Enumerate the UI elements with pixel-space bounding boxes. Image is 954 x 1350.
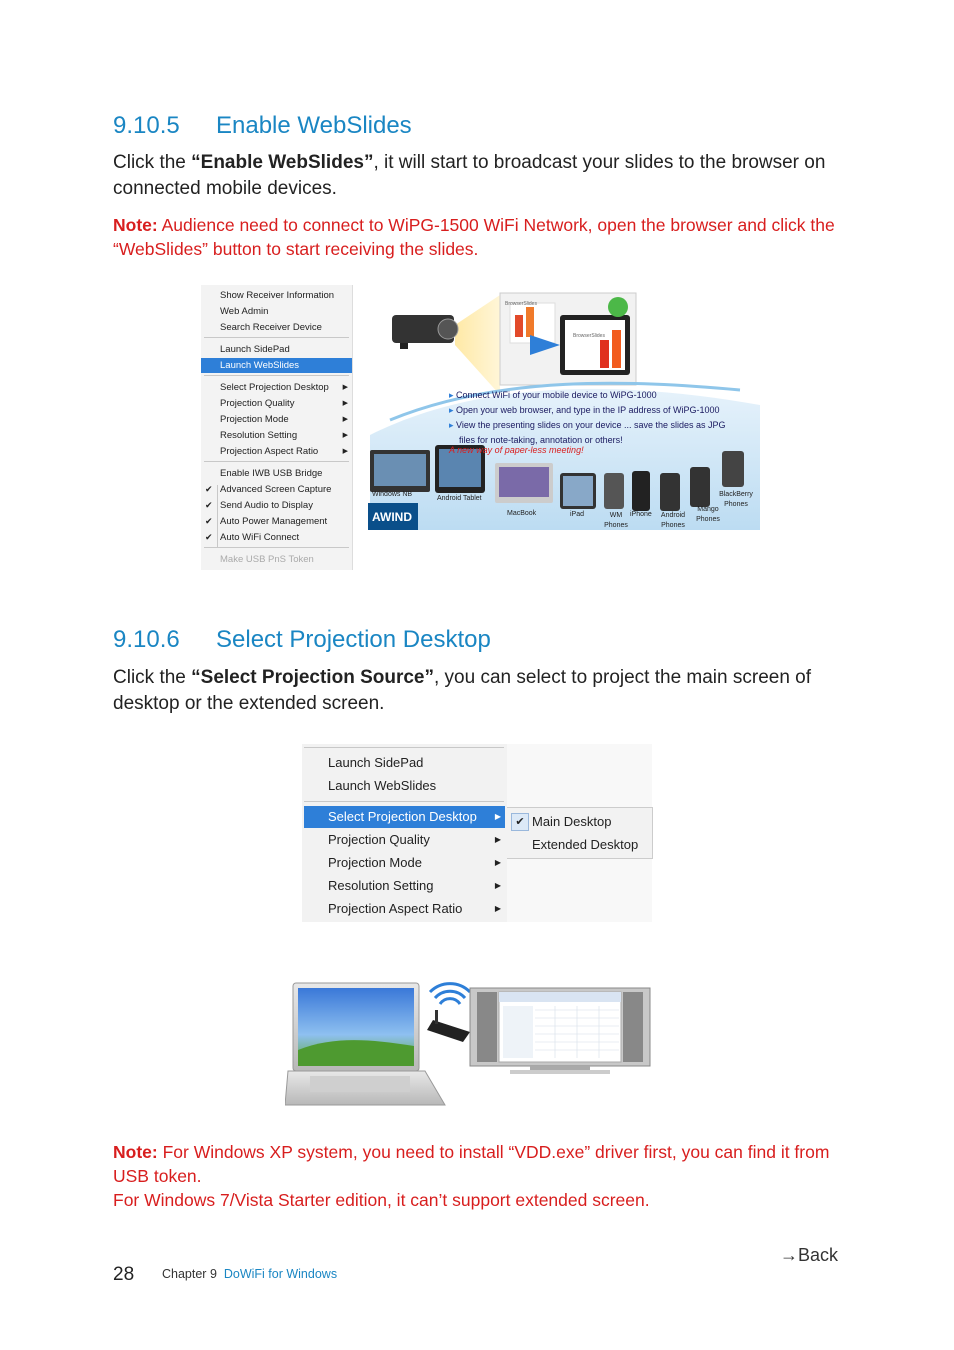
note-paragraph <box>113 1140 853 1212</box>
menu-item-label: Launch SidePad <box>220 344 290 355</box>
note-paragraph <box>113 213 853 261</box>
device-label: MacBook <box>507 510 537 517</box>
promo-step-text: files for note-taking, annotation or others! <box>459 435 623 445</box>
promo-step <box>449 403 726 418</box>
menu-item[interactable] <box>201 482 352 497</box>
menu-item-label: Projection Quality <box>220 398 295 409</box>
chapter-label: Chapter 9 <box>162 1267 217 1281</box>
projection-menu-screenshot <box>302 744 508 922</box>
para-bold: “Enable WebSlides” <box>191 152 374 173</box>
para-text: Click the <box>113 667 192 688</box>
submenu-arrow-icon: ▶ <box>342 416 348 423</box>
menu-item-label: Projection Aspect Ratio <box>328 901 463 916</box>
menu-item-label: Projection Mode <box>220 414 289 425</box>
para-text: Click the <box>113 152 192 173</box>
checkmark-icon: ✔ <box>511 813 529 831</box>
menu-item[interactable] <box>304 898 505 920</box>
bullet-arrow-icon: ▸ <box>449 390 457 400</box>
device-label: WM Phones <box>604 512 628 529</box>
para-bold: “Select Projection Source” <box>191 667 434 688</box>
bullet-arrow-icon: ▸ <box>449 405 457 415</box>
promo-step-text: Open your web browser, and type in the IP address of WiPG-1000 <box>456 405 720 415</box>
menu-item-label: Launch WebSlides <box>328 778 437 793</box>
menu-item-label: Auto Power Management <box>220 516 328 527</box>
menu-item[interactable] <box>201 380 352 395</box>
menu-separator <box>304 801 504 802</box>
projection-submenu <box>507 807 653 859</box>
body-paragraph <box>113 150 853 202</box>
promo-tagline: A new way of paper-less meeting! <box>449 445 584 455</box>
promo-step <box>449 388 726 403</box>
laptop-display-illustration <box>285 980 655 1110</box>
submenu-arrow-icon: ▶ <box>494 904 501 913</box>
submenu-item[interactable] <box>507 810 652 833</box>
menu-item-label: Resolution Setting <box>328 878 434 893</box>
menu-item[interactable] <box>201 428 352 443</box>
promo-step-text: View the presenting slides on your device ... save the slides as JPG <box>456 420 726 430</box>
menu-item[interactable] <box>304 829 505 851</box>
device-label: Mango Phones <box>696 506 720 523</box>
menu-item[interactable] <box>201 466 352 481</box>
menu-item[interactable] <box>201 498 352 513</box>
context-menu-screenshot <box>201 285 353 570</box>
device-label: iPad <box>570 511 585 518</box>
device-label: BlackBerry Phones <box>719 491 753 508</box>
submenu-arrow-icon: ▶ <box>494 835 501 844</box>
submenu-arrow-icon: ▶ <box>494 858 501 867</box>
menu-separator <box>204 461 349 462</box>
section-title: Select Projection Desktop <box>216 626 491 653</box>
submenu-arrow-icon: ▶ <box>494 812 501 821</box>
menu-item-label: Select Projection Desktop <box>220 382 329 393</box>
chapter-title: DoWiFi for Windows <box>223 1267 338 1281</box>
menu-item[interactable] <box>201 444 352 459</box>
section-title: Enable WebSlides <box>216 112 412 139</box>
menu-separator <box>204 547 349 548</box>
menu-item[interactable] <box>201 412 352 427</box>
note-label: Note: <box>113 215 158 235</box>
menu-item[interactable] <box>304 752 505 774</box>
body-paragraph <box>113 665 853 717</box>
webslides-promo-graphic <box>360 285 760 530</box>
note-text: For Windows XP system, you need to install “VDD.exe” driver first, you can find it from USB token. <box>113 1142 830 1186</box>
menu-item[interactable] <box>201 552 352 567</box>
menu-item-label: Search Receiver Device <box>220 322 322 333</box>
device-label: Android Phones <box>660 512 686 529</box>
section-heading-projection-desktop <box>113 626 491 654</box>
submenu-item[interactable] <box>507 833 652 856</box>
chapter-footer <box>162 1267 337 1281</box>
section-heading-webslides <box>113 112 412 140</box>
menu-item-label: Projection Mode <box>328 855 422 870</box>
submenu-item-label: Extended Desktop <box>532 837 639 852</box>
note-text: Audience need to connect to WiPG-1500 WiFi Network, open the browser and click the “WebSlides” button to start receiving the slides. <box>113 215 835 259</box>
menu-item-label: Auto WiFi Connect <box>220 532 300 543</box>
menu-item-label: Enable IWB USB Bridge <box>220 468 323 479</box>
menu-item[interactable] <box>201 288 352 303</box>
promo-steps <box>449 388 726 448</box>
section-number: 9.10.5 <box>113 112 180 139</box>
menu-item[interactable] <box>304 875 505 897</box>
device-label: iPhone <box>630 511 652 518</box>
menu-item-label: Projection Quality <box>328 832 430 847</box>
menu-item-label: Projection Aspect Ratio <box>220 446 319 457</box>
menu-item-label: Make USB PnS Token <box>220 554 314 565</box>
submenu-arrow-icon: ▶ <box>494 881 501 890</box>
device-label: Windows NB <box>372 491 413 498</box>
checkmark-icon: ✔ <box>205 500 213 510</box>
checkmark-icon: ✔ <box>205 516 213 526</box>
menu-item-label: Resolution Setting <box>220 430 298 441</box>
note-label: Note: <box>113 1142 158 1162</box>
wifi-icon <box>430 984 470 1004</box>
back-link[interactable]: →Back <box>780 1245 839 1265</box>
display-monitor-icon <box>470 988 650 1074</box>
menu-item-label: Web Admin <box>220 306 269 317</box>
checkmark-icon: ✔ <box>205 532 213 542</box>
menu-item[interactable] <box>201 342 352 357</box>
menu-item-label: Select Projection Desktop <box>328 809 477 824</box>
menu-item-label: Launch SidePad <box>328 755 424 770</box>
menu-separator <box>204 375 349 376</box>
page-number: 28 <box>113 1264 135 1285</box>
menu-item[interactable] <box>201 358 352 373</box>
submenu-arrow-icon: ▶ <box>342 400 348 407</box>
menu-item[interactable] <box>201 320 352 335</box>
note-text: For Windows 7/Vista Starter edition, it can’t support extended screen. <box>113 1190 650 1210</box>
para-text: , you can select to project the main screen of desktop or the extended screen. <box>113 667 812 714</box>
menu-item[interactable] <box>201 396 352 411</box>
menu-item[interactable] <box>201 530 352 545</box>
para-text: , it will start to broadcast your slides to the browser on connected mobile devices. <box>113 152 826 199</box>
device-label: Android Tablet <box>437 495 482 502</box>
screen-label: BrowserSlides <box>573 333 605 339</box>
menu-item[interactable] <box>201 304 352 319</box>
projection-submenu-area <box>507 744 652 922</box>
submenu-item-label: Main Desktop <box>532 814 612 829</box>
menu-item[interactable] <box>304 806 505 828</box>
menu-separator <box>304 747 504 748</box>
bullet-arrow-icon: ▸ <box>449 420 457 430</box>
promo-step-text: Connect WiFi of your mobile device to WiPG-1000 <box>456 390 657 400</box>
submenu-arrow-icon: ▶ <box>342 432 348 439</box>
receiver-box-icon <box>427 1010 470 1042</box>
menu-item-label: Advanced Screen Capture <box>220 484 332 495</box>
brand-logo-text: AWIND <box>372 510 412 524</box>
checkmark-icon: ✔ <box>205 484 213 494</box>
submenu-arrow-icon: ▶ <box>342 448 348 455</box>
submenu-arrow-icon: ▶ <box>342 384 348 391</box>
screen-label: BrowserSlides <box>505 301 537 307</box>
menu-item-label: Send Audio to Display <box>220 500 313 511</box>
section-number: 9.10.6 <box>113 626 180 653</box>
extended-desktop-illustration <box>285 980 655 1110</box>
menu-item[interactable] <box>201 514 352 529</box>
laptop-icon <box>285 983 445 1105</box>
menu-item[interactable] <box>304 852 505 874</box>
projector-icon <box>392 315 458 349</box>
menu-separator <box>204 337 349 338</box>
menu-item-label: Launch WebSlides <box>220 360 300 371</box>
menu-item-label: Show Receiver Information <box>220 290 335 301</box>
promo-step <box>449 418 726 433</box>
menu-item[interactable] <box>304 775 505 797</box>
